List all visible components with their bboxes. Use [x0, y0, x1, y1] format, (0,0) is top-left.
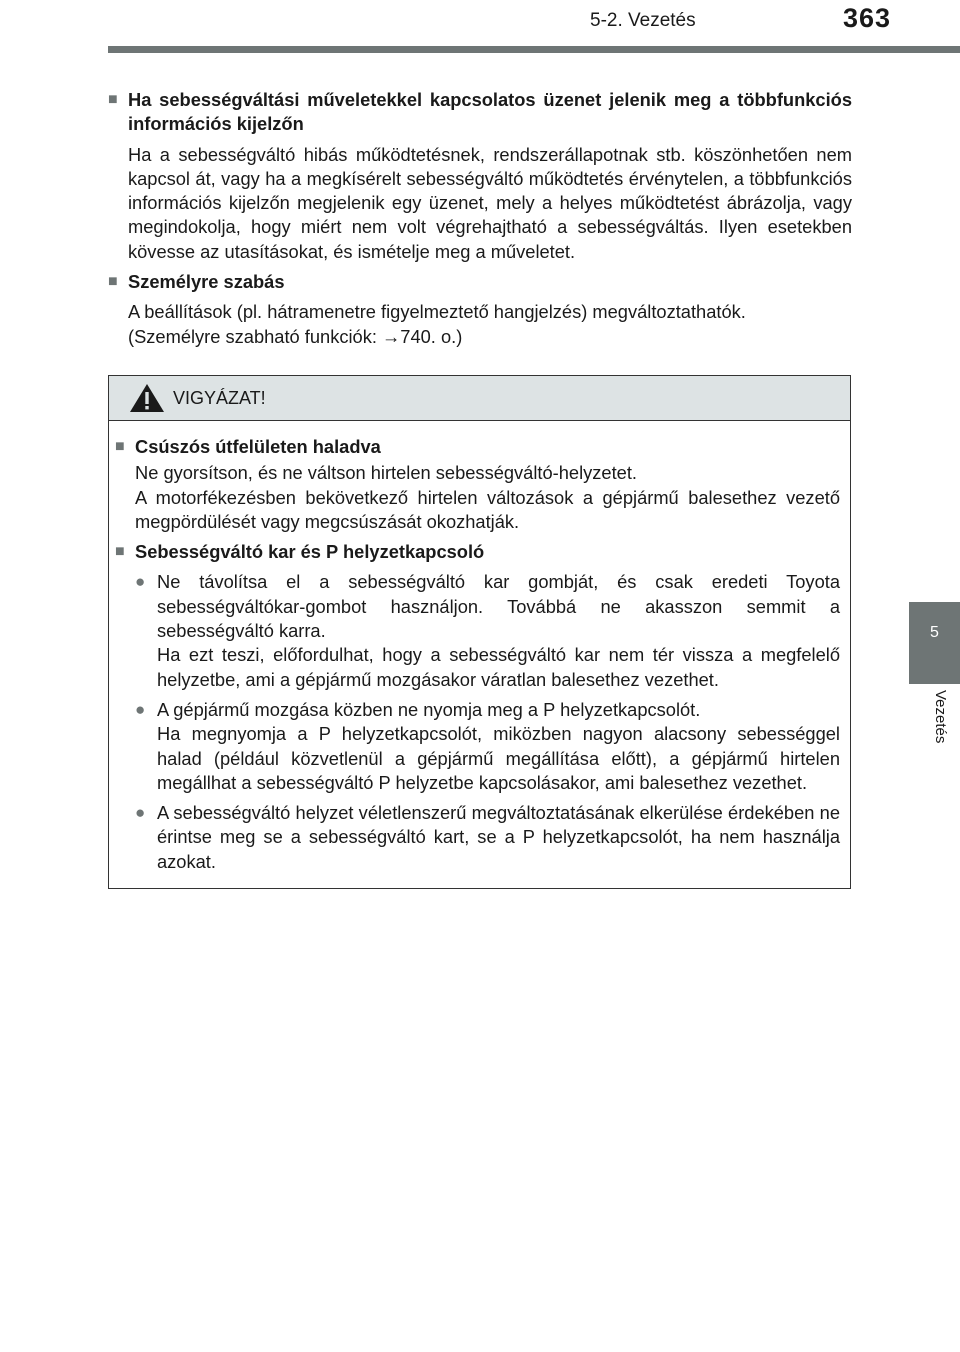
- list-item: [135, 801, 840, 874]
- square-bullet-icon: ■: [108, 273, 118, 291]
- header-section-title: 5-2. Vezetés: [590, 10, 696, 31]
- square-bullet-icon: ■: [115, 438, 125, 455]
- section-message-display: [108, 88, 852, 264]
- list-item: [135, 698, 840, 795]
- warning-section-body: Ne gyorsítson, és ne váltson hirtelen sebességváltó-helyzetet. A motorfékezésben bekövetkező hirtelen változások a gépjármű balesethez vezető megpördülését vagy megcsúszását okozhatják.: [135, 462, 840, 532]
- section-body: Ha a sebességváltó hibás működtetésnek, rendszerállapotnak stb. köszönhetően nem kapcsol át, vagy ha a megkísérelt sebességváltó működtetés érvénytelen, a többfunkciós információs kijelzőn megjelenik egy üzenet, mely a helyes működtetést ábrázolja, vagy megindokolja, hogy miért nem volt végrehajtható a sebességváltás. Ilyen esetekben kövesse az utasításokat, és ismételje meg a műveletet.: [128, 143, 852, 262]
- square-bullet-icon: ■: [108, 91, 118, 108]
- square-bullet-icon: ■: [115, 543, 125, 561]
- section-customization: [108, 270, 852, 349]
- section-heading: Személyre szabás: [128, 271, 285, 293]
- list-item: [135, 570, 840, 691]
- warning-body: [109, 421, 850, 874]
- header-rule: [108, 46, 960, 53]
- main-content: [108, 88, 852, 355]
- round-bullet-icon: ●: [135, 803, 146, 823]
- warning-box: [108, 375, 851, 889]
- list-item-text: A gépjármű mozgása közben ne nyomja meg a P helyzetkapcsolót. Ha megnyomja a P helyzetkapcsolót, miközben nagyon alacsony sebességgel halad (például közvetlenül a gépjármű megállítása előtt), a gépjármű hirtelen megállhat a sebességváltó P helyzetbe kapcsolásakor, ami balesethez vezethet.: [157, 698, 840, 793]
- list-item-text: Ne távolítsa el a sebességváltó kar gombját, és csak eredeti Toyota sebességváltókar-gombot használjon. Továbbá ne akasszon semmit a sebességváltó karra. Ha ezt teszi, előfordulhat, hogy a sebességváltó kar nem tér vissza a megfelelő helyzetbe, ami a gépjármű mozgásakor váratlan balesethez vezethet.: [157, 571, 840, 690]
- chapter-tab: [909, 602, 960, 684]
- section-body: A beállítások (pl. hátramenetre figyelmeztető hangjelzés) megváltoztathatók. (Személyre szabható funkciók: →740. o.): [128, 301, 746, 347]
- round-bullet-icon: ●: [135, 572, 146, 592]
- section-heading: Ha sebességváltási műveletekkel kapcsolatos üzenet jelenik meg a többfunkciós információs kijelzőn: [128, 89, 852, 135]
- round-bullet-icon: ●: [135, 699, 146, 719]
- chapter-tab-label: Vezetés: [932, 690, 949, 744]
- warning-section-heading: Csúszós útfelületen haladva: [135, 436, 381, 457]
- warning-section-slippery-road: [115, 435, 840, 534]
- page-number: 363: [843, 3, 892, 33]
- warning-title: VIGYÁZAT!: [173, 387, 266, 408]
- warning-header: [109, 376, 850, 421]
- warning-section-shift-lever: [115, 540, 840, 874]
- list-item-text: A sebességváltó helyzet véletlenszerű megváltoztatásának elkerülése érdekében ne érintse meg se a sebességváltó kart, se a P helyzetkapcsolót, ha nem használja azokat.: [157, 802, 840, 872]
- warning-triangle-icon: [129, 383, 165, 413]
- warning-section-heading: Sebességváltó kar és P helyzetkapcsoló: [135, 541, 485, 563]
- chapter-tab-number: 5: [930, 624, 939, 641]
